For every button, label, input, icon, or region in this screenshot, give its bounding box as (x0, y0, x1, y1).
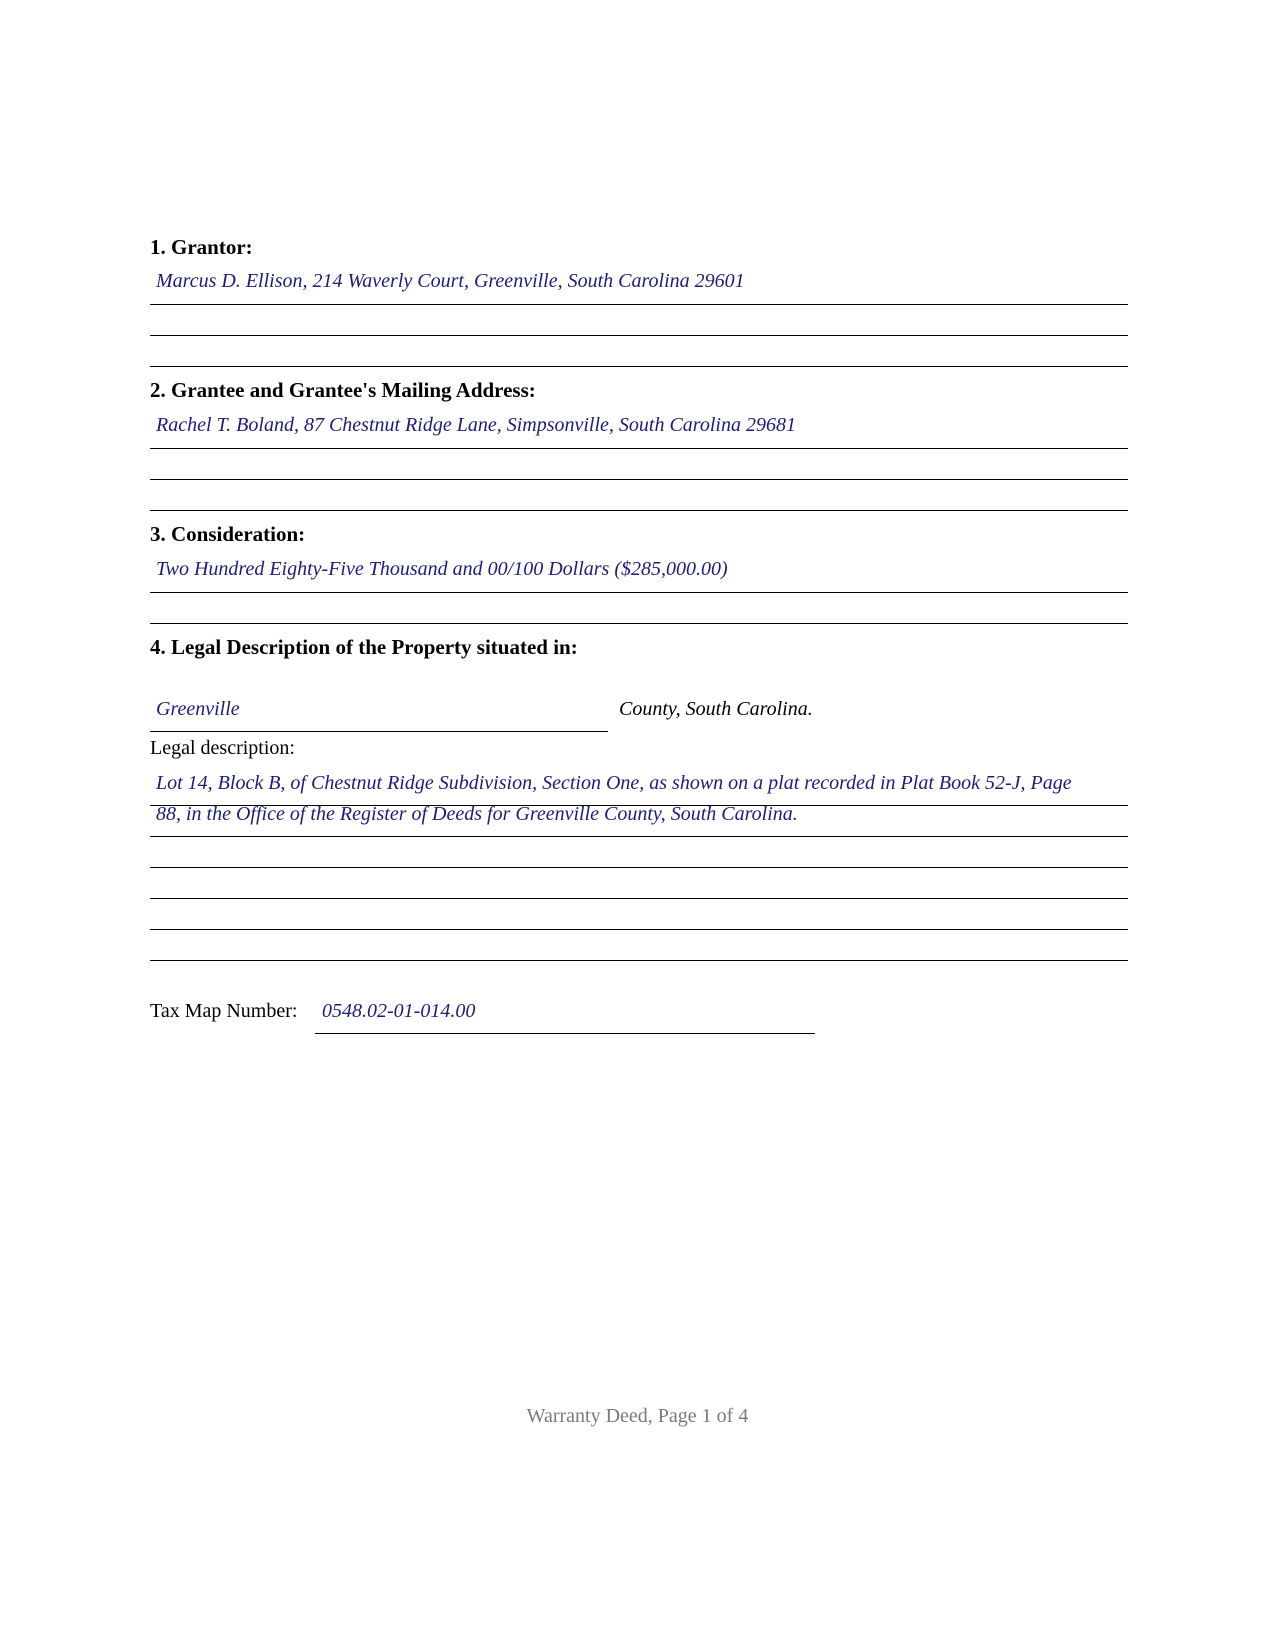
county-field[interactable]: Greenville (156, 698, 240, 720)
legal-description-label: Legal description: (150, 737, 295, 759)
legal-line-2 (150, 836, 1128, 837)
grantee-heading: 2. Grantee and Grantee's Mailing Address: (150, 378, 536, 402)
county-suffix-label: County, South Carolina. (619, 698, 813, 720)
page-footer: Warranty Deed, Page 1 of 4 (526, 1405, 749, 1427)
legal-description-line-2[interactable]: 88, in the Office of the Register of Deeds for Greenville County, South Carolina. (156, 803, 798, 825)
grantor-line-2 (150, 335, 1128, 336)
consideration-field[interactable]: Two Hundred Eighty-Five Thousand and 00/100 Dollars ($285,000.00) (156, 558, 728, 580)
consideration-line-1 (150, 592, 1128, 593)
legal-line-5 (150, 929, 1128, 930)
grantor-heading: 1. Grantor: (150, 235, 253, 259)
grantor-line-3 (150, 366, 1128, 367)
legal-description-line-1[interactable]: Lot 14, Block B, of Chestnut Ridge Subdivision, Section One, as shown on a plat recorded in Plat Book 52-J, Page (156, 772, 1072, 794)
legal-line-3 (150, 867, 1128, 868)
county-line (150, 731, 608, 732)
tax-map-line (315, 1033, 815, 1034)
grantee-line-2 (150, 479, 1128, 480)
consideration-heading: 3. Consideration: (150, 522, 306, 546)
legal-line-6 (150, 960, 1128, 961)
legal-line-4 (150, 898, 1128, 899)
legal-heading: 4. Legal Description of the Property situated in: (150, 635, 578, 659)
grantee-line-3 (150, 510, 1128, 511)
grantee-line-1 (150, 448, 1128, 449)
grantor-field[interactable]: Marcus D. Ellison, 214 Waverly Court, Greenville, South Carolina 29601 (156, 270, 745, 292)
consideration-line-2 (150, 623, 1128, 624)
tax-map-field[interactable]: 0548.02-01-014.00 (322, 1000, 476, 1022)
grantor-line-1 (150, 304, 1128, 305)
tax-map-label: Tax Map Number: (150, 1000, 298, 1022)
grantee-field[interactable]: Rachel T. Boland, 87 Chestnut Ridge Lane, Simpsonville, South Carolina 29681 (156, 414, 796, 436)
